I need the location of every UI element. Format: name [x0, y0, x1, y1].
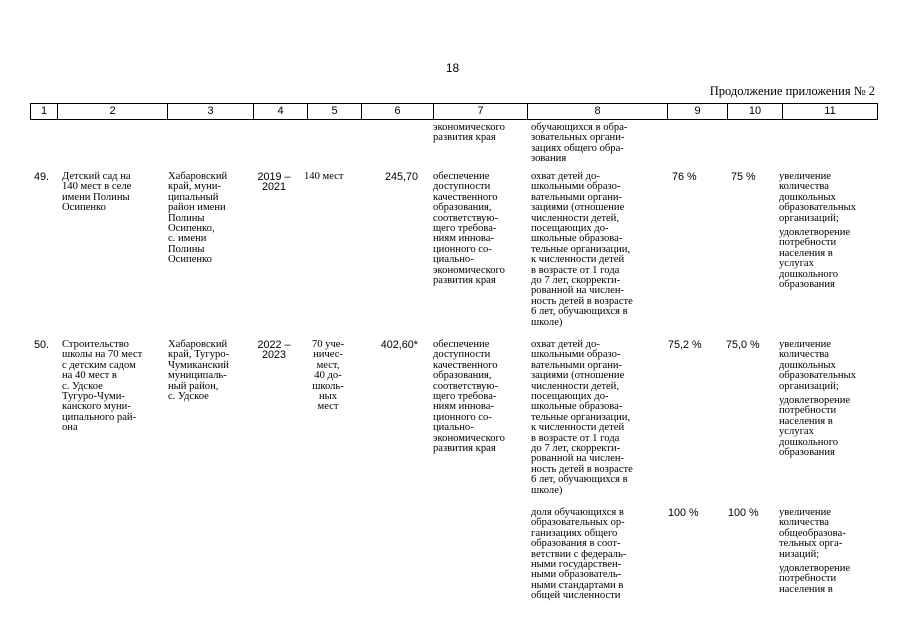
- row49-goal: [433, 172, 505, 286]
- text-line: рованной на числен-: [531, 453, 625, 465]
- text-line: обучающихся в обра-: [531, 122, 628, 133]
- text-line: 2023: [261, 349, 287, 362]
- text-line: Строительство: [62, 339, 129, 350]
- text-line: зациях общего обра-: [531, 142, 624, 154]
- row49-indicator: [531, 172, 633, 328]
- text-line: ность детей в возрасте: [531, 295, 633, 307]
- text-line: увеличение: [779, 171, 831, 182]
- text-line: Полины: [168, 212, 205, 224]
- text-line: зациями (отношение: [531, 370, 625, 382]
- text-line: рованной на числен-: [531, 285, 625, 297]
- text-line: организаций;: [779, 380, 839, 392]
- text-line: ность детей в возрасте: [531, 463, 633, 475]
- row50-value-col9: 75,2 %: [668, 339, 702, 351]
- text-line: тельные организации,: [531, 411, 631, 423]
- text-line: ными государствен-: [531, 559, 622, 571]
- text-line: в возрасте от 1 года: [531, 264, 620, 276]
- text-line: школьные образова-: [531, 401, 623, 413]
- row50-result-b: [779, 396, 856, 458]
- column-header-4: 4: [254, 104, 308, 120]
- text-line: соответствую-: [433, 212, 498, 224]
- row50-capacity: [302, 340, 354, 413]
- text-line: мест,: [316, 359, 340, 371]
- text-line: до 7 лет, скорректи-: [531, 443, 621, 455]
- text-line: развития края: [433, 443, 496, 455]
- text-line: потребности: [779, 405, 837, 417]
- text-line: Осипенко: [168, 254, 212, 266]
- column-header-7: 7: [434, 104, 528, 120]
- column-header-3: 3: [168, 104, 254, 120]
- text-line: школе): [531, 484, 563, 496]
- text-line: образования,: [433, 202, 492, 214]
- text-line: Чумиканский: [168, 359, 229, 371]
- text-line: населения в: [779, 415, 833, 427]
- text-line: край, муни-: [168, 181, 221, 193]
- text-line: Полины: [168, 243, 205, 255]
- text-line: с. имени: [168, 233, 207, 245]
- appendix-continuation-label: Продолжение приложения № 2: [709, 84, 875, 98]
- row50-location: [168, 340, 229, 402]
- text-line: Хабаровский: [168, 171, 228, 182]
- column-header-11: 11: [783, 104, 878, 120]
- text-line: школьными образо-: [531, 349, 621, 361]
- text-line: услугах: [779, 258, 814, 270]
- text-line: зовательных органи-: [531, 132, 625, 144]
- text-line: 140 мест в селе: [62, 181, 132, 193]
- text-line: образования,: [433, 370, 492, 382]
- text-line: развития края: [433, 275, 496, 287]
- row50-result: [779, 340, 856, 458]
- row49-capacity: [304, 172, 344, 182]
- row50-result-a: [779, 340, 856, 392]
- page-number: 18: [445, 61, 460, 75]
- text-line: 2022 –: [257, 339, 291, 351]
- text-line: ционного со-: [433, 411, 492, 423]
- text-line: потребности: [779, 573, 837, 585]
- text-line: образования: [779, 447, 835, 459]
- text-line: доступности: [433, 349, 491, 361]
- text-line: щего требова-: [433, 223, 497, 235]
- text-line: увеличение: [779, 507, 831, 518]
- text-line: посещающих до-: [531, 391, 609, 403]
- text-line: к численности детей: [531, 254, 625, 266]
- column-header-2: 2: [58, 104, 168, 120]
- text-line: населения в: [779, 583, 833, 595]
- text-line: 40 до-: [314, 370, 342, 382]
- text-line: Тугуро-Чуми-: [62, 391, 125, 403]
- text-line: дошкольного: [779, 436, 839, 448]
- text-line: муниципаль-: [168, 370, 227, 382]
- column-header-10: 10: [728, 104, 783, 120]
- row49-value-col10: 75 %: [731, 171, 756, 183]
- text-line: образования в соот-: [531, 538, 621, 550]
- text-line: дошкольного: [779, 268, 839, 280]
- text-line: численности детей,: [531, 380, 619, 392]
- text-line: канского муни-: [62, 401, 131, 413]
- text-line: численности детей,: [531, 212, 619, 224]
- text-line: 6 лет, обучающихся в: [531, 306, 628, 318]
- text-line: дошкольных: [779, 191, 836, 203]
- text-line: Осипенко,: [168, 223, 215, 235]
- column-header-9: 9: [668, 104, 728, 120]
- text-line: зациями (отношение: [531, 202, 625, 214]
- text-line: в возрасте от 1 года: [531, 432, 620, 444]
- row49-result: [779, 172, 856, 290]
- text-line: ципального рай-: [62, 411, 137, 423]
- text-line: с. Удское: [62, 380, 103, 392]
- text-line: услугах: [779, 426, 814, 438]
- column-header-5: 5: [308, 104, 362, 120]
- row50-indicator-2: [531, 508, 626, 602]
- text-line: циально-: [433, 254, 474, 266]
- text-line: ционного со-: [433, 243, 492, 255]
- text-line: обеспечение: [433, 339, 490, 350]
- row50-value-col10: 75,0 %: [726, 339, 760, 351]
- text-line: образовательных ор-: [531, 517, 625, 529]
- row50-years: [250, 340, 298, 361]
- text-line: ничес-: [313, 349, 343, 361]
- row49-value-col9: 76 %: [672, 171, 697, 183]
- text-line: тельные организации,: [531, 243, 631, 255]
- text-line: тельных орга-: [779, 538, 843, 550]
- text-line: количества: [779, 349, 829, 361]
- text-line: ципальный: [168, 191, 219, 203]
- row50-result-2: [779, 508, 850, 595]
- text-line: зования: [531, 153, 567, 165]
- text-line: школы на 70 мест: [62, 349, 143, 361]
- row50-cost: 402,60*: [380, 339, 418, 351]
- row50-result2-a: [779, 508, 850, 560]
- text-line: район имени: [168, 202, 226, 214]
- text-line: с. Удское: [168, 391, 209, 403]
- text-line: посещающих до-: [531, 223, 609, 235]
- text-line: Хабаровский: [168, 339, 228, 350]
- text-line: ными стандартами в: [531, 579, 624, 591]
- text-line: образовательных: [779, 370, 856, 382]
- row49-years: [250, 172, 298, 193]
- text-line: школь-: [312, 380, 344, 392]
- column-header-1: 1: [31, 104, 58, 120]
- text-line: образовательных: [779, 202, 856, 214]
- text-line: увеличение: [779, 339, 831, 350]
- text-line: общей численности: [531, 590, 621, 602]
- text-line: дошкольных: [779, 359, 836, 371]
- text-line: образования: [779, 279, 835, 291]
- text-line: с детским садом: [62, 359, 136, 371]
- text-line: развития края: [433, 132, 496, 144]
- text-line: вательными органи-: [531, 359, 623, 371]
- text-line: качественного: [433, 359, 498, 371]
- text-line: Осипенко: [62, 202, 106, 214]
- row50-value-col9-2: 100 %: [668, 507, 699, 519]
- text-line: 2019 –: [257, 171, 291, 183]
- text-line: мест: [317, 401, 339, 413]
- text-line: соответствую-: [433, 380, 498, 392]
- text-line: количества: [779, 517, 829, 529]
- text-line: ганизациях общего: [531, 527, 618, 539]
- text-line: щего требова-: [433, 391, 497, 403]
- text-line: школьными образо-: [531, 181, 621, 193]
- text-line: организаций;: [779, 212, 839, 224]
- row50-indicator: [531, 340, 633, 496]
- text-line: экономического: [433, 264, 505, 276]
- text-line: удовлетворение: [779, 563, 851, 575]
- row49-number: 49.: [34, 171, 50, 183]
- text-line: экономического: [433, 122, 505, 133]
- text-line: качественного: [433, 191, 498, 203]
- text-line: населения в: [779, 247, 833, 259]
- row50-value-col10-2: 100 %: [728, 507, 759, 519]
- text-line: доступности: [433, 181, 491, 193]
- row49-cost: 245,70: [384, 171, 418, 183]
- text-line: охват детей до-: [531, 339, 600, 350]
- text-line: удовлетворение: [779, 395, 851, 407]
- text-line: удовлетворение: [779, 227, 851, 239]
- text-line: общеобразова-: [779, 527, 846, 539]
- column-header-8: 8: [528, 104, 668, 120]
- text-line: до 7 лет, скорректи-: [531, 275, 621, 287]
- text-line: ниям иннова-: [433, 233, 494, 245]
- text-line: 2021: [261, 181, 287, 194]
- text-line: к численности детей: [531, 422, 625, 434]
- column-header-6: 6: [362, 104, 434, 120]
- text-line: край, Тугуро-: [168, 349, 230, 361]
- text-line: низаций;: [779, 548, 820, 560]
- text-line: обеспечение: [433, 171, 490, 182]
- row49-location: [168, 172, 227, 266]
- text-line: 70 уче-: [311, 339, 345, 350]
- text-line: экономического: [433, 432, 505, 444]
- text-line: 6 лет, обучающихся в: [531, 474, 628, 486]
- row49-result-a: [779, 172, 856, 224]
- row50-number: 50.: [34, 339, 50, 351]
- row49-result-b: [779, 228, 856, 290]
- text-line: школе): [531, 316, 563, 328]
- row50-goal: [433, 340, 505, 454]
- row49-object-name: [62, 172, 131, 214]
- text-line: имени Полины: [62, 191, 130, 203]
- text-line: ниям иннова-: [433, 401, 494, 413]
- carry-col8: [531, 123, 627, 165]
- text-line: потребности: [779, 237, 837, 249]
- text-line: ных: [318, 391, 338, 403]
- text-line: ный район,: [168, 380, 219, 392]
- text-line: доля обучающихся в: [531, 507, 624, 518]
- text-line: охват детей до-: [531, 171, 600, 182]
- text-line: количества: [779, 181, 829, 193]
- text-line: циально-: [433, 422, 474, 434]
- text-line: 140 мест: [304, 171, 344, 182]
- carry-col7: [433, 123, 505, 144]
- row50-object-name: [62, 340, 142, 434]
- text-line: на 40 мест в: [62, 370, 117, 382]
- text-line: Детский сад на: [62, 171, 131, 182]
- column-number-header: [30, 103, 878, 120]
- row50-result2-b: [779, 564, 850, 595]
- text-line: вательными органи-: [531, 191, 623, 203]
- text-line: ными образователь-: [531, 569, 622, 581]
- text-line: она: [62, 422, 78, 434]
- text-line: школьные образова-: [531, 233, 623, 245]
- text-line: ветствии с федераль-: [531, 548, 627, 560]
